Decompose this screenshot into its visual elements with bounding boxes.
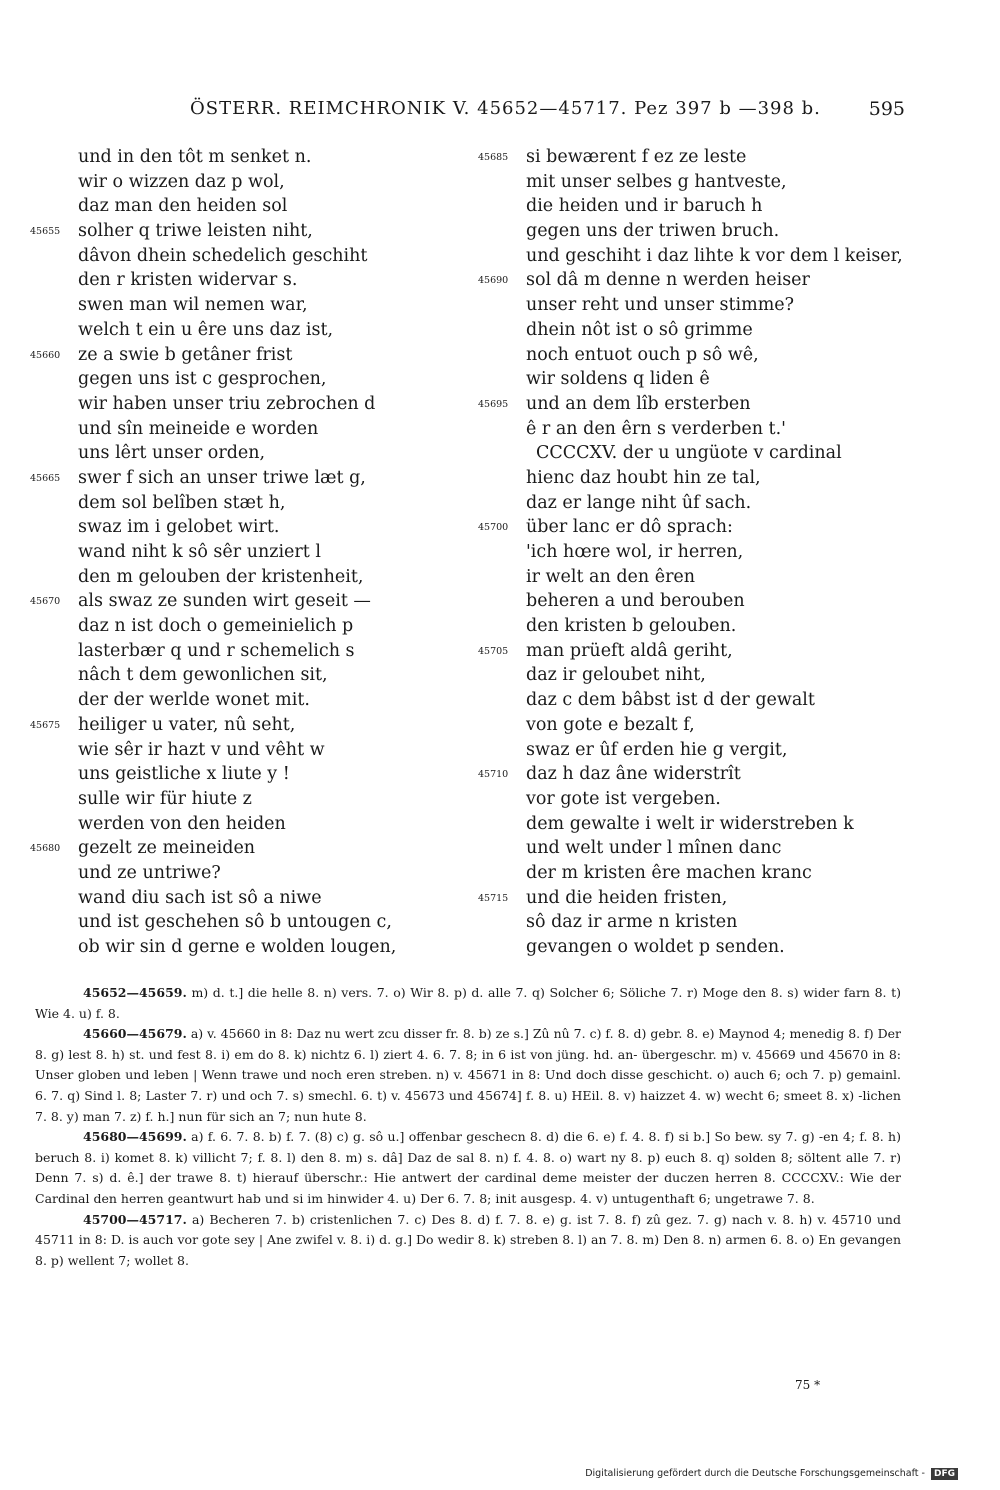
verse-line: [30, 491, 450, 516]
verse-line: [478, 466, 898, 491]
verse-text: mit unser selbes g hantveste,: [526, 171, 787, 192]
verse-line: [30, 145, 450, 170]
verse-line: [30, 738, 450, 763]
verse-text: ob wir sin d gerne e wolden lougen,: [78, 937, 397, 957]
footnote-block: [35, 1127, 901, 1209]
dfg-logo: DFG: [931, 1468, 958, 1480]
left-verse-column: [30, 145, 450, 960]
verse-text: und ist geschehen sô b untougen c,: [78, 912, 392, 933]
verse-line: [478, 194, 898, 219]
verse-line: [478, 886, 898, 911]
verse-text: und die heiden fristen,: [526, 887, 728, 908]
verse-line: [30, 441, 450, 466]
verse-text: vor gote ist vergeben.: [526, 788, 721, 809]
verse-text: dem sol belîben stæt h,: [78, 492, 286, 513]
footnote-block: [35, 983, 901, 1024]
verse-text: noch entuot ouch p sô wê,: [526, 344, 759, 365]
verse-line: [30, 367, 450, 392]
verse-line: [478, 268, 898, 293]
verse-text: daz ir geloubet niht,: [526, 665, 706, 686]
verse-line: [478, 787, 898, 812]
verse-line: [478, 861, 898, 886]
line-number: 45660: [30, 349, 61, 361]
verse-text: daz c dem bâbst ist d der gewalt: [526, 690, 815, 711]
verse-text: sô daz ir arme n kristen: [526, 912, 738, 933]
verse-text: heiliger u vater, nû seht,: [78, 714, 296, 735]
footnote-block: [35, 1210, 901, 1272]
verse-text: ê r an den êrn s verderben t.': [526, 418, 786, 439]
verse-line: [30, 836, 450, 861]
verse-line: [30, 713, 450, 738]
verse-text: daz man den heiden sol: [78, 196, 288, 217]
verse-text: die heiden und ir baruch h: [526, 196, 763, 217]
verse-text: dem gewalte i welt ir widerstreben k: [526, 813, 854, 834]
line-number: 45670: [30, 596, 61, 608]
critical-apparatus: [35, 983, 901, 1271]
verse-text: der der werlde wonet mit.: [78, 690, 310, 711]
verse-text: solher q triwe leisten niht,: [78, 221, 313, 242]
verse-text: man prüeft aldâ geriht,: [526, 640, 733, 661]
line-number: 45710: [478, 769, 509, 781]
verse-line: [30, 540, 450, 565]
verse-line: [30, 861, 450, 886]
verse-text: gegen uns der triwen bruch.: [526, 221, 780, 242]
verse-line: [30, 589, 450, 614]
verse-line: [478, 244, 903, 269]
footnote-text: a) Becheren 7. b) cristenlichen 7. c) Des 8. d) f. 7. 8. e) g. ist 7. 8. f) zû gez. 7. g) nach v. 8. h) v. 45710 und 45711 in 8: D. is auch vor gote sey | Ane zwifel v. 8. i) d. g.] Do wedir 8. k) streben 8. l) an 7. 8. m) Den 8. n) armen 6. 8. o) En gevangen 8. p) wellent 7; wollet 8.: [35, 1211, 901, 1268]
footnote-block: [35, 1024, 901, 1127]
verse-line: [478, 540, 898, 565]
verse-text: ir welt an den êren: [526, 566, 696, 587]
verse-text: beheren a und berouben: [526, 591, 745, 612]
verse-text: dâvon dhein schedelich geschiht: [78, 245, 368, 266]
verse-text: CCCCXV. der u ungüote v cardinal: [536, 443, 842, 464]
line-number: 45715: [478, 892, 509, 904]
line-number: 45705: [478, 645, 509, 657]
verse-text: über lanc er dô sprach:: [526, 517, 733, 538]
verse-text: swaz im i gelobet wirt.: [78, 517, 280, 538]
footnote-range: 45652—45659.: [83, 985, 187, 1000]
verse-text: und geschiht i daz lihte k vor dem l keiser,: [526, 245, 903, 266]
verse-text: hienc daz houbt hin ze tal,: [526, 467, 761, 488]
footer-text: Digitalisierung gefördert durch die Deutsche Forschungsgemeinschaft -: [585, 1468, 925, 1479]
verse-line: [478, 293, 898, 318]
line-number: 45685: [478, 152, 509, 163]
verse-text: den r kristen widervar s.: [78, 270, 298, 291]
verse-line: [30, 639, 450, 664]
verse-line: [30, 343, 450, 368]
verse-line: [478, 441, 898, 466]
line-number: 45675: [30, 719, 61, 731]
verse-line: [30, 244, 450, 269]
verse-line: [478, 663, 898, 688]
verse-line: [478, 762, 898, 787]
verse-line: [30, 935, 450, 960]
verse-line: [30, 812, 450, 837]
verse-line: [478, 935, 898, 960]
verse-text: swen man wil nemen war,: [78, 295, 308, 316]
verse-text: den kristen b gelouben.: [526, 616, 737, 637]
verse-text: 'ich hœre wol, ir herren,: [526, 542, 744, 562]
verse-text: gegen uns ist c gesprochen,: [78, 369, 327, 390]
footnote-text: m) d. t.] die helle 8. n) vers. 7. o) Wir 8. p) d. alle 7. q) Solcher 6; Söliche 7. r) Moge den 8. s) wider farn 8. t) Wie 4. u) f. 8.: [35, 985, 901, 1021]
verse-line: [30, 194, 450, 219]
verse-text: si bewærent f ez ze leste: [526, 147, 747, 167]
verse-line: [30, 392, 450, 417]
verse-text: swaz er ûf erden hie g vergit,: [526, 739, 788, 760]
verse-line: [30, 614, 450, 639]
verse-line: [478, 565, 898, 590]
verse-line: [30, 688, 450, 713]
verse-line: [478, 614, 898, 639]
verse-text: von gote e bezalt f,: [526, 714, 695, 735]
line-number: 45680: [30, 843, 61, 855]
verse-text: unser reht und unser stimme?: [526, 295, 795, 316]
verse-line: [30, 170, 450, 195]
right-verse-column: [478, 145, 903, 960]
verse-line: [478, 836, 898, 861]
signature-mark: 75 *: [795, 1378, 821, 1392]
verse-line: [478, 589, 898, 614]
verse-text: swer f sich an unser triwe læt g,: [78, 467, 366, 488]
verse-text: und sîn meineide e worden: [78, 418, 319, 439]
line-number: 45700: [478, 522, 509, 534]
verse-text: nâch t dem gewonlichen sit,: [78, 665, 328, 686]
verse-line: [30, 318, 450, 343]
page-number: 595: [868, 98, 905, 120]
verse-line: [30, 515, 450, 540]
verse-line: [30, 910, 450, 935]
verse-line: [478, 367, 898, 392]
verse-text: als swaz ze sunden wirt geseit —: [78, 591, 371, 612]
verse-text: gezelt ze meineiden: [78, 838, 256, 859]
verse-text: und welt under l mînen danc: [526, 838, 782, 859]
verse-line: [478, 910, 898, 935]
verse-line: [478, 515, 898, 540]
verse-line: [478, 688, 898, 713]
page-header: [60, 98, 905, 124]
digitization-footer: [585, 1468, 958, 1480]
verse-line: [478, 145, 898, 170]
verse-line: [478, 318, 898, 343]
footnote-range: 45680—45699.: [83, 1129, 187, 1145]
verse-line: [30, 268, 450, 293]
verse-line: [30, 762, 450, 787]
verse-text: sulle wir für hiute z: [78, 788, 252, 809]
verse-line: [30, 787, 450, 812]
verse-line: [478, 343, 898, 368]
verse-text: und in den tôt m senket n.: [78, 147, 312, 167]
verse-text: wir haben unser triu zebrochen d: [78, 393, 376, 414]
verse-line: [30, 417, 450, 442]
verse-text: wie sêr ir hazt v und vêht w: [78, 739, 325, 760]
verse-text: welch t ein u êre uns daz ist,: [78, 319, 334, 340]
verse-line: [478, 417, 898, 442]
verse-line: [478, 170, 898, 195]
verse-text: daz er lange niht ûf sach.: [526, 492, 752, 513]
verse-line: [478, 392, 898, 417]
verse-text: lasterbær q und r schemelich s: [78, 640, 355, 661]
line-number: 45690: [478, 275, 509, 287]
verse-text: und an dem lîb ersterben: [526, 393, 751, 414]
verse-text: daz n ist doch o gemeinielich p: [78, 616, 354, 637]
verse-line: [478, 491, 898, 516]
running-title: ÖSTERR. REIMCHRONIK V. 45652—45717. Pez 397 b —398 b.: [190, 98, 821, 119]
verse-text: wir soldens q liden ê: [526, 369, 710, 390]
verse-text: gevangen o woldet p senden.: [526, 937, 785, 957]
footnote-range: 45660—45679.: [83, 1026, 187, 1042]
verse-text: wir o wizzen daz p wol,: [78, 171, 285, 192]
verse-line: [478, 713, 898, 738]
footnote-text: a) v. 45660 in 8: Daz nu wert zcu disser fr. 8. b) ze s.] Zû nû 7. c) f. 8. d) gebr. 8. e) Maynod 4; menedig 8. f) Der 8. g) lest 8. h) st. und fest 8. i) em do 8. k) nichtz 6. l) ziert 4. 6. 7. 8; in 6 ist von jüng. hd. an- übergeschr. m) v. 45669 und 45670 in 8: Unser globen und leben | Wenn trawe und noch eren streben. n) v. 45671 in 8: Und doch disse geschicht. o) auch 6; och 7. p) gemainl. 6. 7. q) Sind l. 8; Laster 7. r) und och 7. s) smechl. 6. t) v. 45673 und 45674] f. 8. u) HEil. 8. v) haizzet 4. w) wecht 6; smeet 8. x) -lichen 7. 8. y) man 7. z) f. h.] nun für sich an 7; nun hute 8.: [35, 1026, 902, 1124]
verse-text: wand niht k sô sêr unziert l: [78, 542, 321, 562]
verse-line: [478, 219, 898, 244]
footnote-text: a) f. 6. 7. 8. b) f. 7. (8) c) g. sô u.] offenbar geschecn 8. d) die 6. e) f. 4. 8. f) si b.] So bew. sy 7. g) -en 4; f. 8. h) beruch 8. i) komet 8. k) villicht 7; f. 8. l) den 8. m) s. dâ] Daz de sal 8. n) f. 4. 8. o) wart ny 8. p) euch 8. q) solden 8; söltent alle 7. r) Denn 7. s) d. ê.] der trawe 8. t) hierauf überschr.: Hie antwert der cardinal deme meister der duczen herren 8. CCCCXV.: Wie der Cardinal den herren geantwurt hab und si im hinwider 4. u) Der 6. 7. 8; init ausgesp. 4. v) untugenthaft 6; ungetrawe 7. 8.: [35, 1129, 901, 1206]
line-number: 45665: [30, 472, 61, 484]
verse-text: dhein nôt ist o sô grimme: [526, 319, 753, 340]
line-number: 45695: [478, 398, 509, 410]
verse-text: wand diu sach ist sô a niwe: [78, 887, 322, 908]
verse-text: daz h daz âne widerstrît: [526, 764, 741, 785]
verse-line: [30, 663, 450, 688]
verse-line: [30, 886, 450, 911]
footnote-range: 45700—45717.: [83, 1211, 187, 1227]
verse-text: uns lêrt unser orden,: [78, 443, 266, 464]
verse-text: der m kristen êre machen kranc: [526, 862, 812, 883]
verse-text: sol dâ m denne n werden heiser: [526, 270, 810, 291]
line-number: 45655: [30, 226, 61, 238]
verse-line: [478, 639, 898, 664]
verse-line: [30, 219, 450, 244]
verse-line: [30, 466, 450, 491]
verse-text: den m gelouben der kristenheit,: [78, 566, 364, 587]
verse-text: und ze untriwe?: [78, 862, 221, 883]
verse-line: [30, 293, 450, 318]
verse-line: [30, 565, 450, 590]
verse-line: [478, 738, 898, 763]
verse-text: uns geistliche x liute y !: [78, 764, 290, 785]
verse-text: werden von den heiden: [78, 813, 286, 834]
verse-line: [478, 812, 898, 837]
verse-text: ze a swie b getâner frist: [78, 344, 293, 365]
